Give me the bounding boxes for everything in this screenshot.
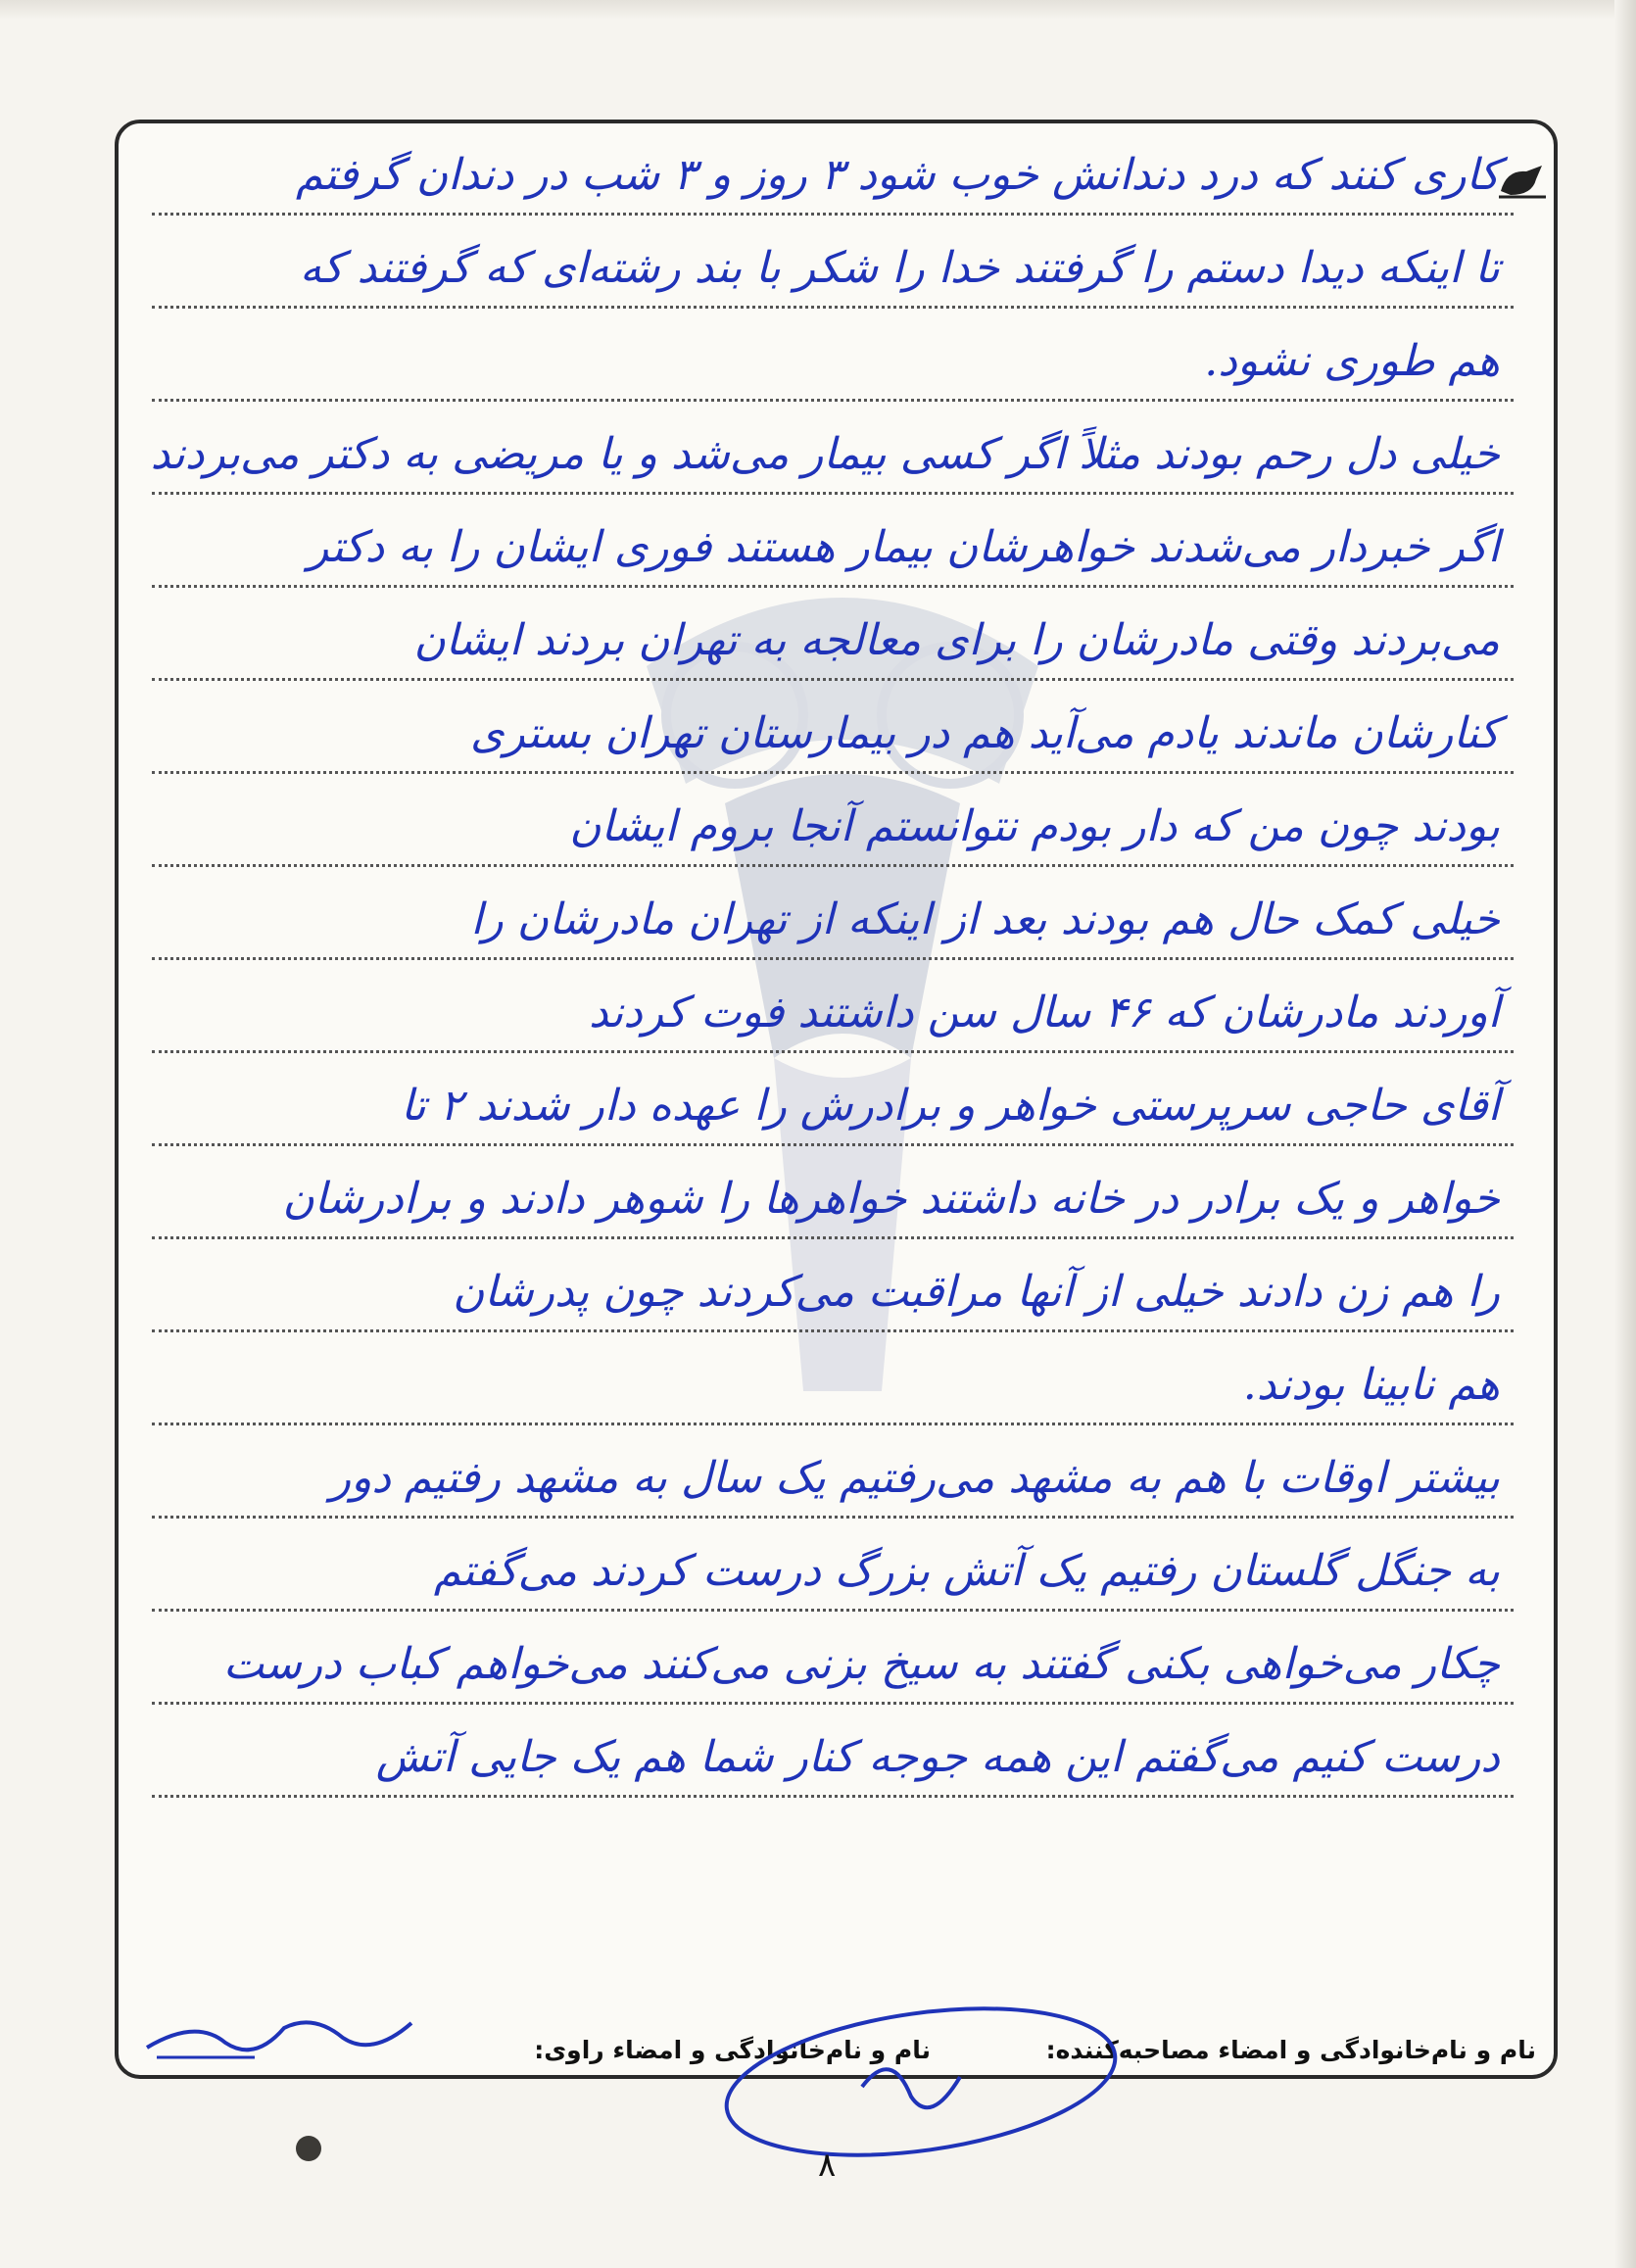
text-line: خیلی دل رحم بودند مثلاً اگر کسی بیمار می‌شد و یا مریضی به دکتر می‌بردند	[152, 426, 1514, 495]
scan-top-edge	[0, 0, 1636, 20]
interviewer-label: نام و نام‌خانوادگی و امضاء مصاحبه‌کننده:	[1045, 2036, 1536, 2064]
narrator-signature	[137, 2008, 431, 2067]
text-line: چکار می‌خواهی بکنی گفتند به سیخ بزنی می‌کنند می‌خواهم کباب درست	[152, 1636, 1514, 1705]
text-line: خیلی کمک حال هم بودند بعد از اینکه از تهران مادرشان را	[152, 892, 1514, 960]
narrator-label: نام و نام‌خانوادگی و امضاء راوی:	[534, 2036, 931, 2064]
text-line: می‌بردند وقتی مادرشان را برای معالجه به تهران بردند ایشان	[152, 612, 1514, 681]
interviewer-signature	[676, 1989, 1166, 2175]
text-line: به جنگل گلستان رفتیم یک آتش بزرگ درست کردند می‌گفتم	[152, 1543, 1514, 1612]
text-line: بیشتر اوقات با هم به مشهد می‌رفتیم یک سال به مشهد رفتیم دور	[152, 1450, 1514, 1519]
text-line: اگر خبردار می‌شدند خواهرشان بیمار هستند فوری ایشان را به دکتر	[152, 519, 1514, 588]
text-line: هم طوری نشود.	[152, 333, 1514, 402]
text-line: آوردند مادرشان که ۴۶ سال سن داشتند فوت کردند	[152, 985, 1514, 1053]
text-line: آقای حاجی سرپرستی خواهر و برادرش را عهده دار شدند ۲ تا	[152, 1078, 1514, 1146]
text-line: خواهر و یک برادر در خانه داشتند خواهرها را شوهر دادند و برادرشان	[152, 1171, 1514, 1239]
text-line: کاری کنند که درد دندانش خوب شود ۳ روز و ۳ شب در دندان گرفتم	[152, 147, 1514, 216]
text-line: کنارشان ماندند یادم می‌آید هم در بیمارستان تهران بستری	[152, 705, 1514, 774]
text-line: درست کنیم می‌گفتم این همه جوجه کنار شما هم یک جایی آتش	[152, 1729, 1514, 1798]
text-line: هم نابینا بودند.	[152, 1357, 1514, 1425]
text-line: را هم زن دادند خیلی از آنها مراقبت می‌کردند چون پدرشان	[152, 1264, 1514, 1332]
scan-right-edge	[1614, 0, 1636, 2268]
ink-spot	[296, 2136, 321, 2161]
page-number: ۸	[818, 2146, 837, 2185]
text-line: تا اینکه دیدا دستم را گرفتند خدا را شکر با بند رشته‌ای که گرفتند که	[152, 240, 1514, 309]
text-line: بودند چون من که دار بودم نتوانستم آنجا بروم ایشان	[152, 798, 1514, 867]
